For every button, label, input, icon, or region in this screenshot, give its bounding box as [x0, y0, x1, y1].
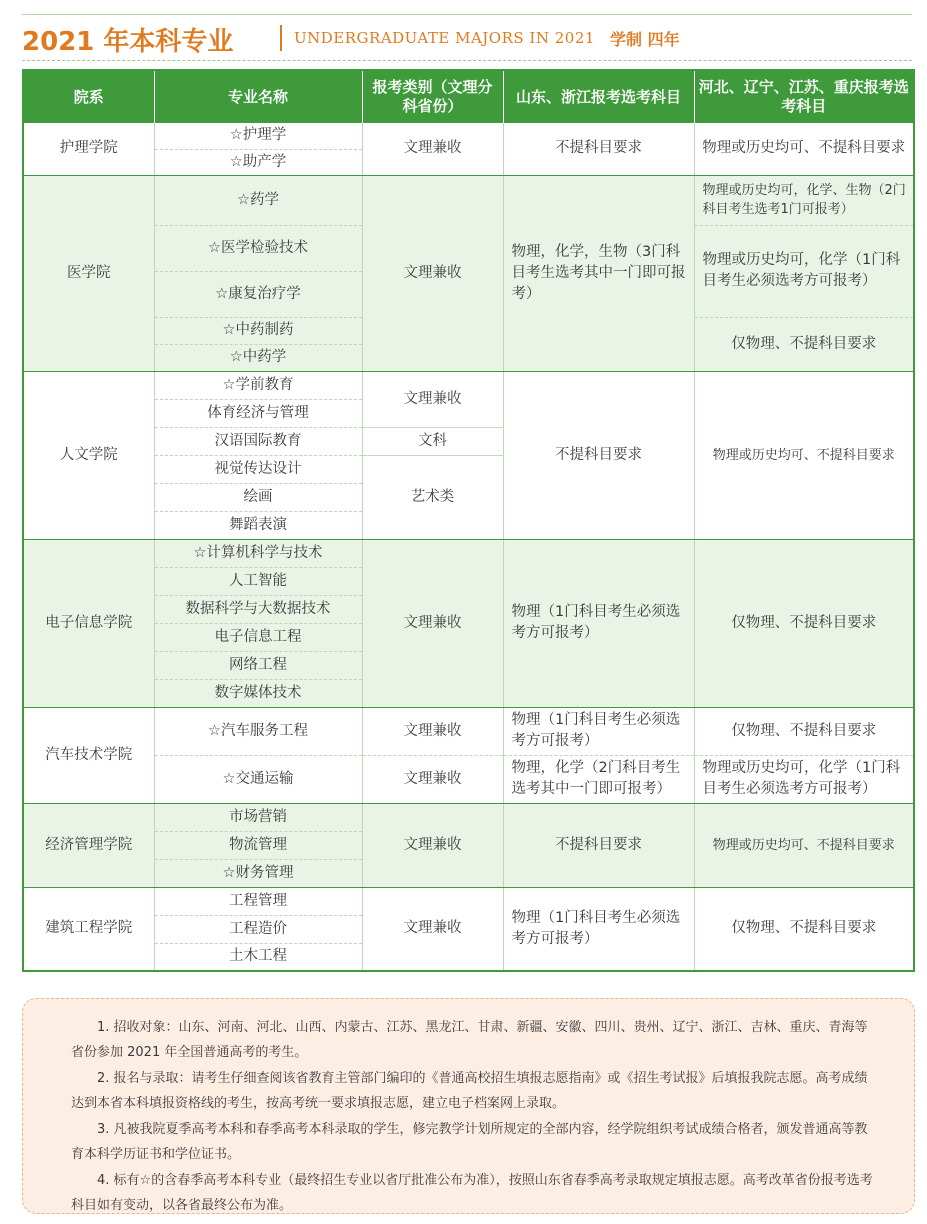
sd-zj-requirement: 不提科目要求 — [503, 123, 694, 175]
hb-ln-requirement: 物理或历史均可、不提科目要求 — [694, 371, 914, 539]
sd-zj-requirement: 不提科目要求 — [503, 803, 694, 887]
category-cell: 文理兼收 — [362, 887, 503, 971]
sd-zj-requirement: 物理（1门科目考生必须选考方可报考） — [503, 539, 694, 707]
major-name: ☆交通运输 — [154, 755, 362, 803]
major-name: 电子信息工程 — [154, 623, 362, 651]
hb-ln-requirement: 物理或历史均可，化学（1门科目考生必须选考方可报考） — [694, 225, 914, 317]
category-cell: 文理兼收 — [362, 539, 503, 707]
category-cell: 文理兼收 — [362, 123, 503, 175]
hb-ln-requirement: 物理或历史均可，化学、生物（2门科目考生选考1门可报考） — [694, 175, 914, 225]
major-name: 绘画 — [154, 483, 362, 511]
col-college: 院系 — [23, 70, 154, 123]
major-name: 工程造价 — [154, 915, 362, 943]
table-header-row — [23, 70, 914, 123]
sd-zj-requirement: 物理（1门科目考生必须选考方可报考） — [503, 887, 694, 971]
category-cell: 文理兼收 — [362, 175, 503, 371]
hb-ln-requirement: 物理或历史均可，化学（1门科目考生必须选考方可报考） — [694, 755, 914, 803]
sd-zj-requirement: 不提科目要求 — [503, 371, 694, 539]
table-row — [23, 707, 914, 755]
majors-table — [22, 69, 915, 972]
table-row — [23, 755, 914, 803]
hb-ln-requirement: 物理或历史均可、不提科目要求 — [694, 803, 914, 887]
col-category: 报考类别（文理分科省份） — [362, 70, 503, 123]
hb-ln-requirement: 仅物理、不提科目要求 — [694, 539, 914, 707]
note-1: 1. 招收对象：山东、河南、河北、山西、内蒙古、江苏、黑龙江、甘肃、新疆、安徽、四川、贵州、辽宁、浙江、吉林、重庆、青海等省份参加 2021 年全国普通高考的考生。 — [71, 1020, 868, 1060]
category-cell: 文理兼收 — [362, 803, 503, 887]
col-sd-zj: 山东、浙江报考选考科目 — [503, 70, 694, 123]
major-name: 数据科学与大数据技术 — [154, 595, 362, 623]
page-subtitle-en: UNDERGRADUATE MAJORS IN 2021 — [294, 29, 595, 47]
table-row — [23, 803, 914, 831]
admission-notes — [22, 998, 915, 1214]
study-duration: 学制 四年 — [610, 30, 680, 49]
major-name: 汉语国际教育 — [154, 427, 362, 455]
college-name: 医学院 — [23, 175, 154, 371]
note-3: 3. 凡被我院夏季高考本科和春季高考本科录取的学生，修完教学计划所规定的全部内容，经学院组织考试成绩合格者，颁发普通高等教育本科学历证书和学位证书。 — [71, 1122, 868, 1162]
major-name: ☆助产学 — [154, 149, 362, 175]
major-name: 物流管理 — [154, 831, 362, 859]
major-name: ☆中药制药 — [154, 317, 362, 344]
table-row — [23, 175, 914, 225]
major-name: 土木工程 — [154, 943, 362, 971]
major-name: ☆计算机科学与技术 — [154, 539, 362, 567]
college-name: 建筑工程学院 — [23, 887, 154, 971]
table-row — [23, 887, 914, 915]
major-name: ☆医学检验技术 — [154, 225, 362, 271]
category-cell: 文理兼收 — [362, 755, 503, 803]
table-row — [23, 123, 914, 149]
major-name: ☆学前教育 — [154, 371, 362, 399]
title-bar — [22, 14, 912, 55]
col-major: 专业名称 — [154, 70, 362, 123]
major-name: 体育经济与管理 — [154, 399, 362, 427]
major-name: 舞蹈表演 — [154, 511, 362, 539]
major-name: 视觉传达设计 — [154, 455, 362, 483]
major-name: ☆康复治疗学 — [154, 271, 362, 317]
table-row — [23, 371, 914, 399]
college-name: 电子信息学院 — [23, 539, 154, 707]
title-separator — [280, 25, 282, 51]
category-cell: 文理兼收 — [362, 371, 503, 427]
col-hb-ln: 河北、辽宁、江苏、重庆报考选考科目 — [694, 70, 914, 123]
major-name: ☆汽车服务工程 — [154, 707, 362, 755]
sd-zj-requirement: 物理，化学，生物（3门科目考生选考其中一门即可报考） — [503, 175, 694, 371]
major-name: ☆护理学 — [154, 123, 362, 149]
major-name: 人工智能 — [154, 567, 362, 595]
major-name: ☆中药学 — [154, 344, 362, 371]
hb-ln-requirement: 仅物理、不提科目要求 — [694, 707, 914, 755]
title-divider — [22, 60, 912, 61]
category-cell: 文理兼收 — [362, 707, 503, 755]
college-name: 汽车技术学院 — [23, 707, 154, 803]
college-name: 护理学院 — [23, 123, 154, 175]
sd-zj-requirement: 物理（1门科目考生必须选考方可报考） — [503, 707, 694, 755]
category-cell: 文科 — [362, 427, 503, 455]
note-4: 4. 标有☆的含春季高考本科专业（最终招生专业以省厅批准公布为准），按照山东省春季高考录取规定填报志愿。高考改革省份报考选考科目如有变动，以各省最终公布为准。 — [71, 1173, 873, 1213]
major-name: ☆药学 — [154, 175, 362, 225]
major-name: 数字媒体技术 — [154, 679, 362, 707]
hb-ln-requirement: 仅物理、不提科目要求 — [694, 317, 914, 371]
page-title: 2021 年本科专业 — [22, 27, 234, 57]
college-name: 经济管理学院 — [23, 803, 154, 887]
hb-ln-requirement: 仅物理、不提科目要求 — [694, 887, 914, 971]
note-2: 2. 报名与录取：请考生仔细查阅该省教育主管部门编印的《普通高校招生填报志愿指南》或《招生考试报》后填报我院志愿。高考成绩达到本省本科填报资格线的考生，按高考统一要求填报志愿，建立电子档案网上录取。 — [71, 1071, 868, 1111]
sd-zj-requirement: 物理，化学（2门科目考生选考其中一门即可报考） — [503, 755, 694, 803]
major-name: ☆财务管理 — [154, 859, 362, 887]
hb-ln-requirement: 物理或历史均可、不提科目要求 — [694, 123, 914, 175]
major-name: 网络工程 — [154, 651, 362, 679]
college-name: 人文学院 — [23, 371, 154, 539]
major-name: 市场营销 — [154, 803, 362, 831]
category-cell: 艺术类 — [362, 455, 503, 539]
table-row — [23, 539, 914, 567]
major-name: 工程管理 — [154, 887, 362, 915]
